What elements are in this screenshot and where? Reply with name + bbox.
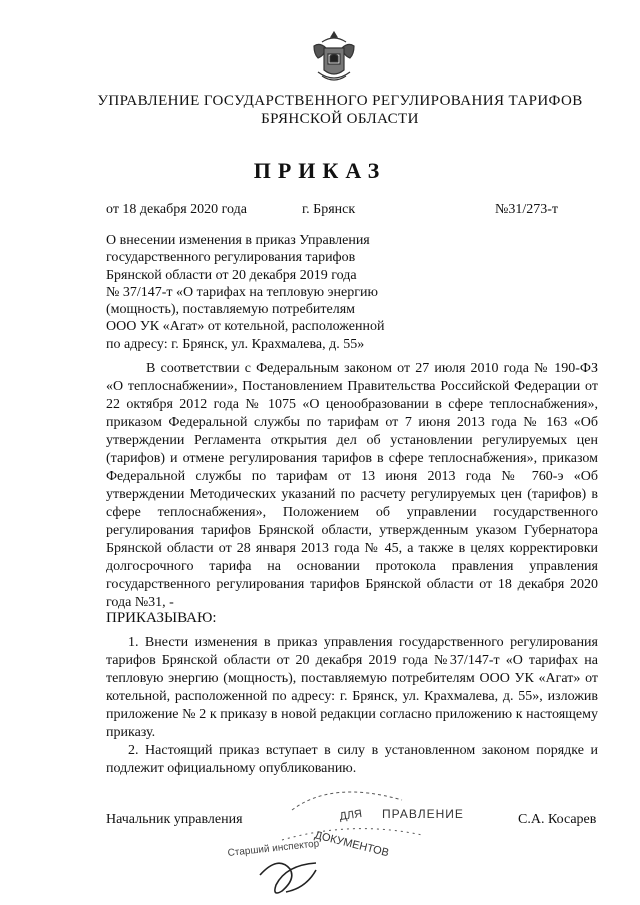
subject-line: (мощность), поставляемую потребителям [106,302,356,318]
subject-line: государственного регулирования тарифов [106,250,356,266]
signer-name: С.А. Косарев [518,812,597,827]
signer-role: Начальник управления [106,812,243,827]
order-heading: ПРИКАЗЫВАЮ: [106,610,217,626]
subject-line: № 37/147-т «О тарифах на тепловую энергию [106,284,378,300]
order-date: от 18 декабря 2020 года [106,202,247,217]
subject-line: по адресу: г. Брянск, ул. Крахмалева, д. 55» [106,336,365,352]
stamp-line-3: ПРАВЛЕНИЕ [382,807,464,821]
stamp-line-2: ДОКУМЕНТОВ [313,829,391,860]
org-name-line-1: УПРАВЛЕНИЕ ГОСУДАРСТВЕННОГО РЕГУЛИРОВАНИЯ ТАРИФОВ [97,93,583,109]
order-subject [106,232,406,353]
org-name-line-2: БРЯНСКОЙ ОБЛАСТИ [261,111,419,127]
stamp-line-1: ДЛЯ [338,807,363,823]
document-title: ПРИКАЗ [253,158,387,183]
preamble-paragraph: В соответствии с Федеральным законом от 27 июля 2010 года № 190-ФЗ «О теплоснабжении», Постановлением Правительства Российской Федерации от 22 октября 2012 года № 1075 «О ценообразовании в сфере теплоснабжения», приказом Федеральной службы по тарифам от 7 июня 2013 года № 163 «Об утверждении Регламента открытия дел об установлении регулируемых цен (тарифов) и отмене регулирования тарифов в сфере теплоснабжения», приказом Федеральной службы по тарифам от 13 июня 2013 года № 760-э «Об утверждении Методических указаний по расчету регулируемых цен (тарифов) в сфере теплоснабжения», Положением об управлении государственного регулирования тарифов Брянской области, утвержденным указом Губернатора Брянской области от 28 января 2013 года № 45, а также в целях корректировки долгосрочного тарифа на основании протокола правления управления государственного регулирования тарифов Брянской области от 18 декабря 2020 года №31, - [106,361,598,610]
stamp-line-4: Старший инспектор [227,838,320,859]
order-item: 1. Внести изменения в приказ управления государственного регулирования тарифов Брянской области от 20 декабря 2019 года №37/147-т «О тарифах на тепловую энергию (мощность), поставляемую потребителям ООО УК «Агат» от котельной, расположенной по адресу: г. Брянск, ул. Крахмалева, д. 55», изложив приложение № 2 к приказу в новой редакции согласно приложению к настоящему приказу. [106,635,598,740]
order-number: №31/273-т [495,202,559,217]
official-stamp [222,780,482,905]
subject-line: О внесении изменения в приказ Управления [106,233,370,248]
subject-line: Брянской области от 20 декабря 2019 года [106,267,357,283]
coat-of-arms-icon [304,28,364,88]
subject-line: ООО УК «Агат» от котельной, расположенной [106,319,385,335]
handwritten-signature [260,863,316,893]
order-city: г. Брянск [302,202,356,217]
order-item: 2. Настоящий приказ вступает в силу в установленном законом порядке и подлежит официальному опубликованию. [106,743,598,776]
order-items [106,634,598,778]
